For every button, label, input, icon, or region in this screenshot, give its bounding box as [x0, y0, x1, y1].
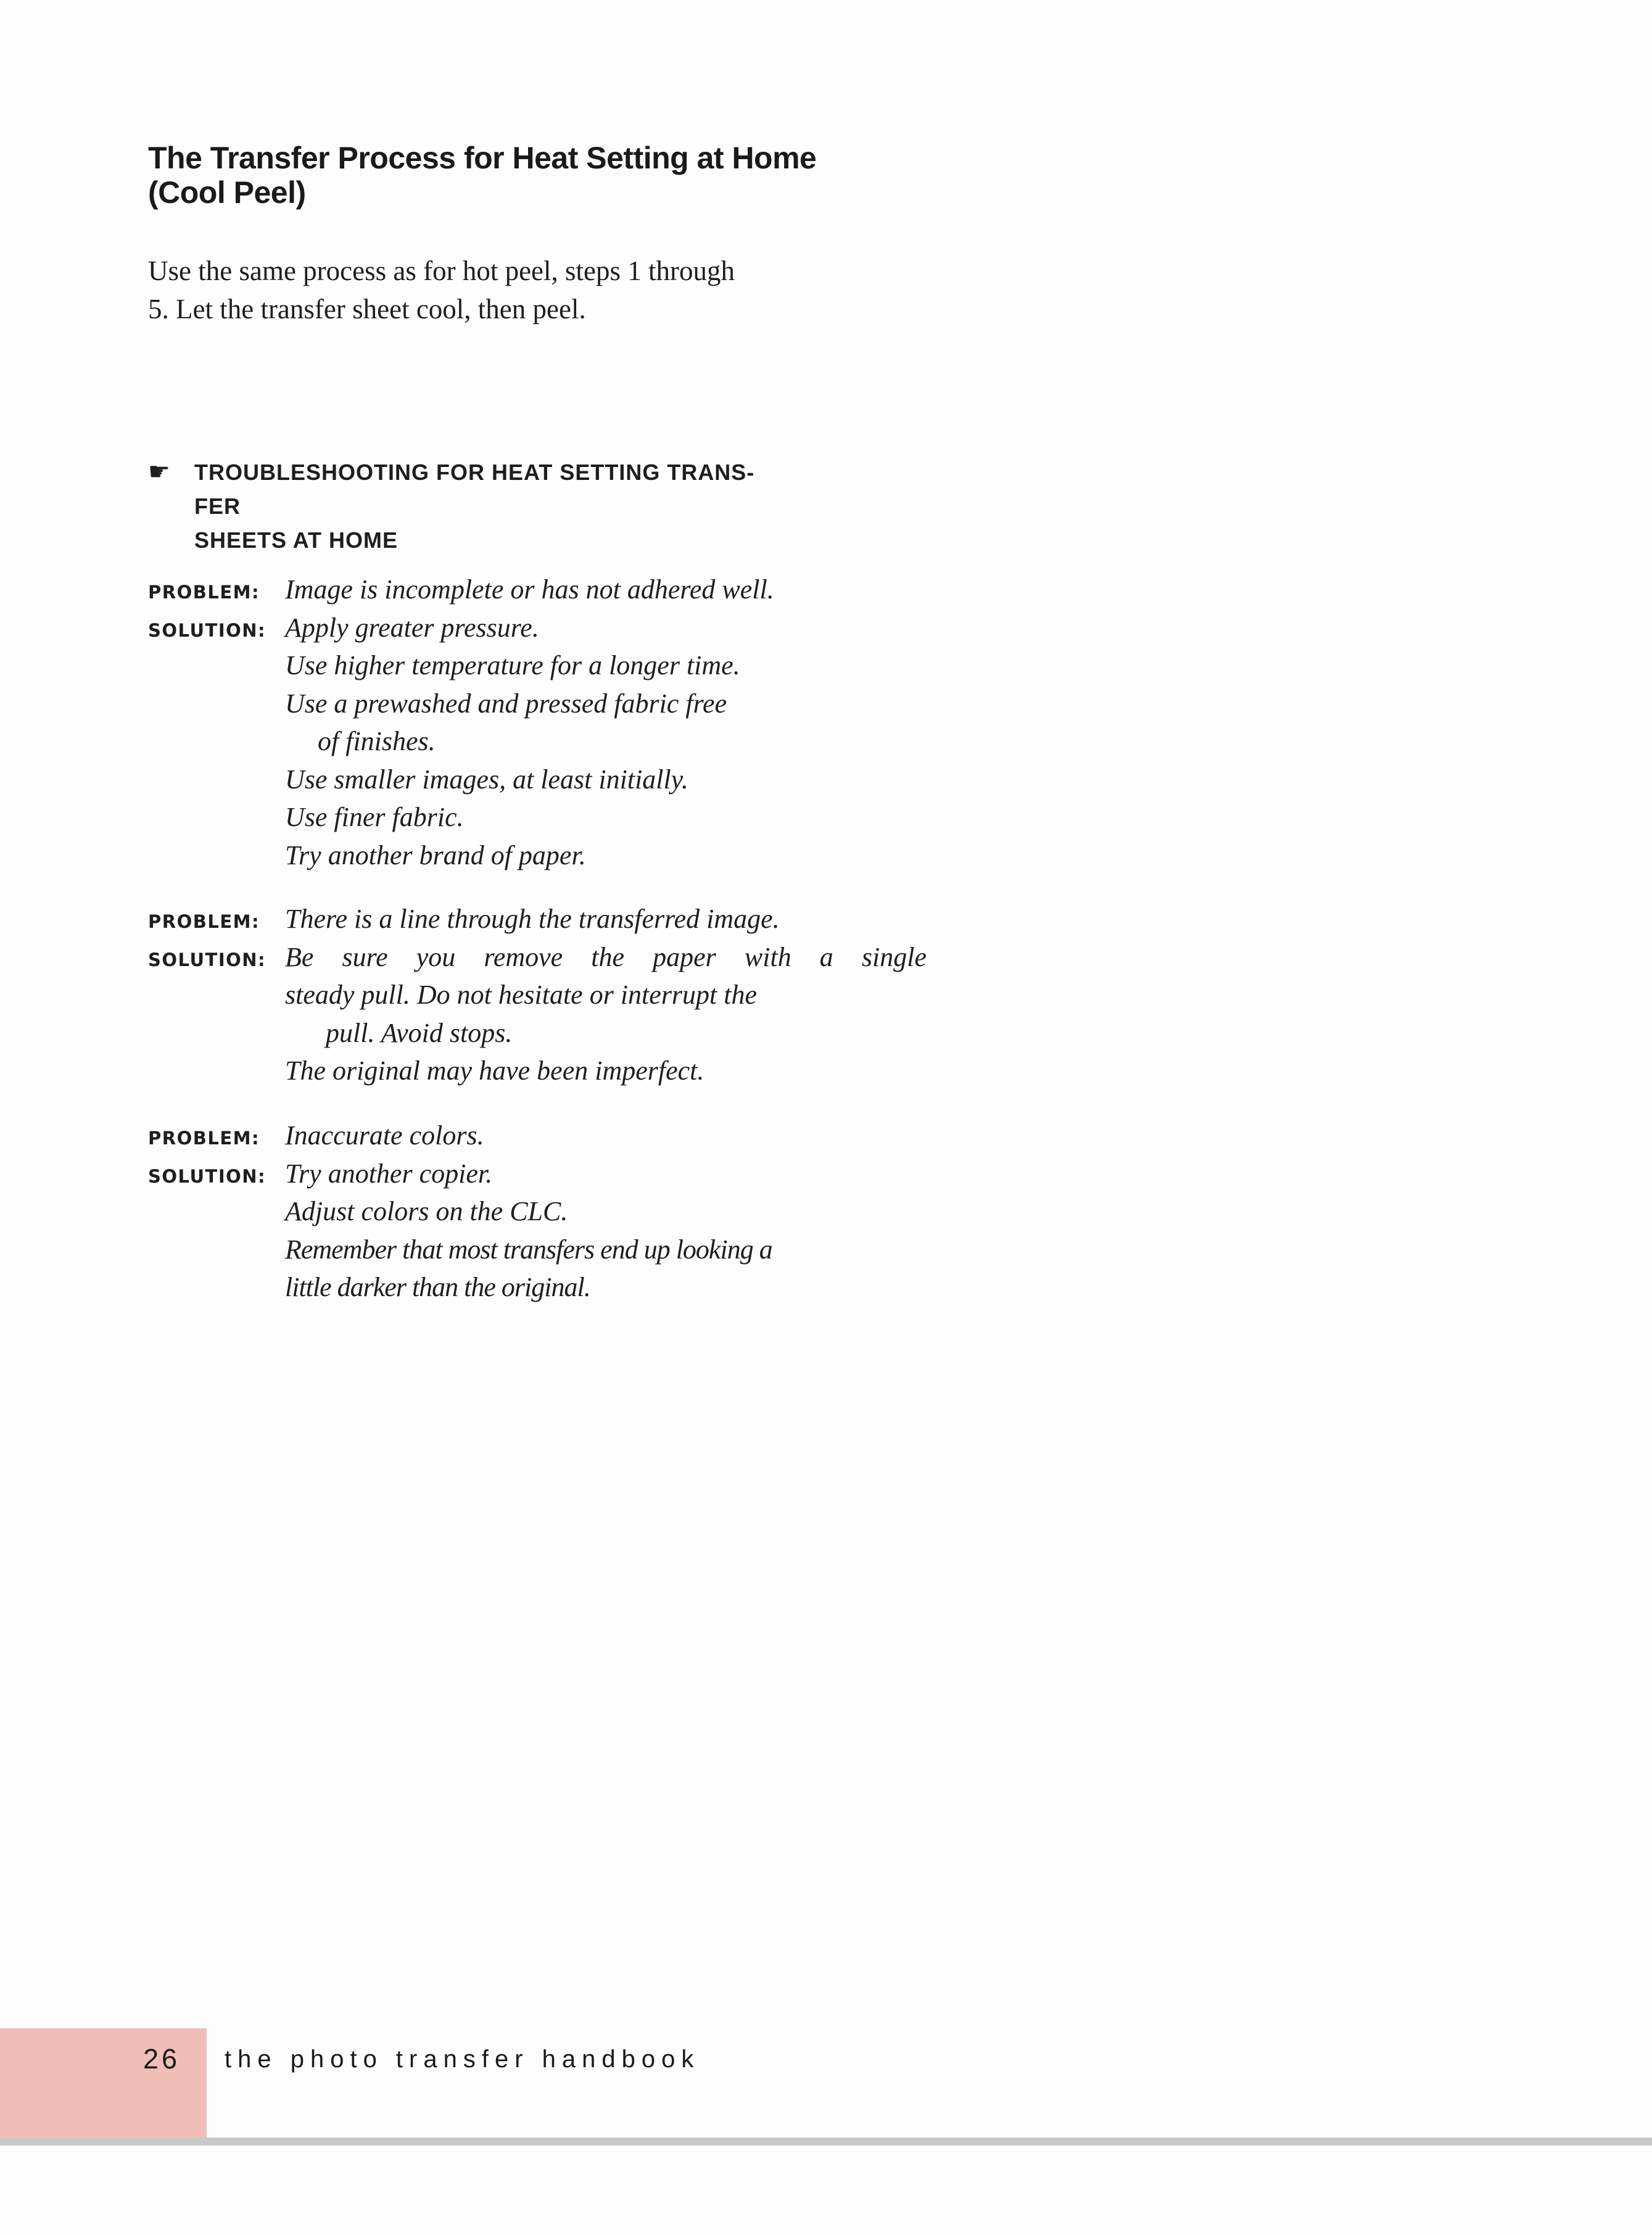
intro-line: 5. Let the transfer sheet cool, then peel. [148, 294, 586, 324]
problem-text: Inaccurate colors. [285, 1120, 484, 1151]
solution-text: pull. Avoid stops. [326, 1017, 513, 1048]
solution-label: SOLUTION: [148, 619, 266, 641]
solution-text: Be sure you remove the paper with a single [285, 941, 927, 972]
problem-block [148, 1117, 827, 1307]
solution-text: steady pull. Do not hesitate or interrupt the [285, 980, 758, 1010]
heading-line: TROUBLESHOOTING FOR HEAT SETTING TRANS- [194, 460, 755, 485]
page-number: 26 [143, 2043, 181, 2075]
problem-block [148, 571, 827, 874]
solution-text: of finishes. [318, 726, 436, 756]
running-title: the photo transfer handbook [225, 2046, 700, 2073]
intro-line: Use the same process as for hot peel, steps 1 through [148, 255, 735, 286]
solution-text: Use smaller images, at least initially. [285, 764, 688, 795]
solution-label: SOLUTION: [148, 949, 266, 970]
problem-label: PROBLEM: [148, 582, 260, 603]
intro-paragraph [148, 252, 802, 328]
solution-text: little darker than the original. [285, 1272, 590, 1302]
solution-text: Apply greater pressure. [285, 612, 539, 643]
pointing-hand-icon: ☛ [148, 458, 170, 485]
solution-text: Use a prewashed and pressed fabric free [285, 688, 727, 719]
solution-text: Remember that most transfers end up looking a [285, 1234, 772, 1265]
solution-label: SOLUTION: [148, 1165, 266, 1187]
heading-line: FER [194, 494, 241, 519]
solution-text: The original may have been imperfect. [285, 1056, 704, 1086]
problem-text: There is a line through the transferred image. [285, 904, 780, 934]
solution-text: Adjust colors on the CLC. [285, 1196, 568, 1226]
solution-text: Try another brand of paper. [285, 840, 586, 870]
problem-label: PROBLEM: [148, 911, 260, 932]
troubleshooting-heading [148, 455, 790, 557]
solution-text: Try another copier. [285, 1158, 493, 1189]
problem-block [148, 900, 927, 1090]
bottom-rule [0, 2138, 1652, 2146]
section-title: The Transfer Process for Heat Setting at Home (Cool Peel) [148, 141, 817, 210]
solution-text: Use finer fabric. [285, 802, 464, 832]
solution-text: Use higher temperature for a longer time. [285, 650, 740, 680]
problem-label: PROBLEM: [148, 1128, 260, 1149]
heading-line: SHEETS AT HOME [194, 527, 399, 553]
problem-text: Image is incomplete or has not adhered well. [285, 574, 774, 605]
